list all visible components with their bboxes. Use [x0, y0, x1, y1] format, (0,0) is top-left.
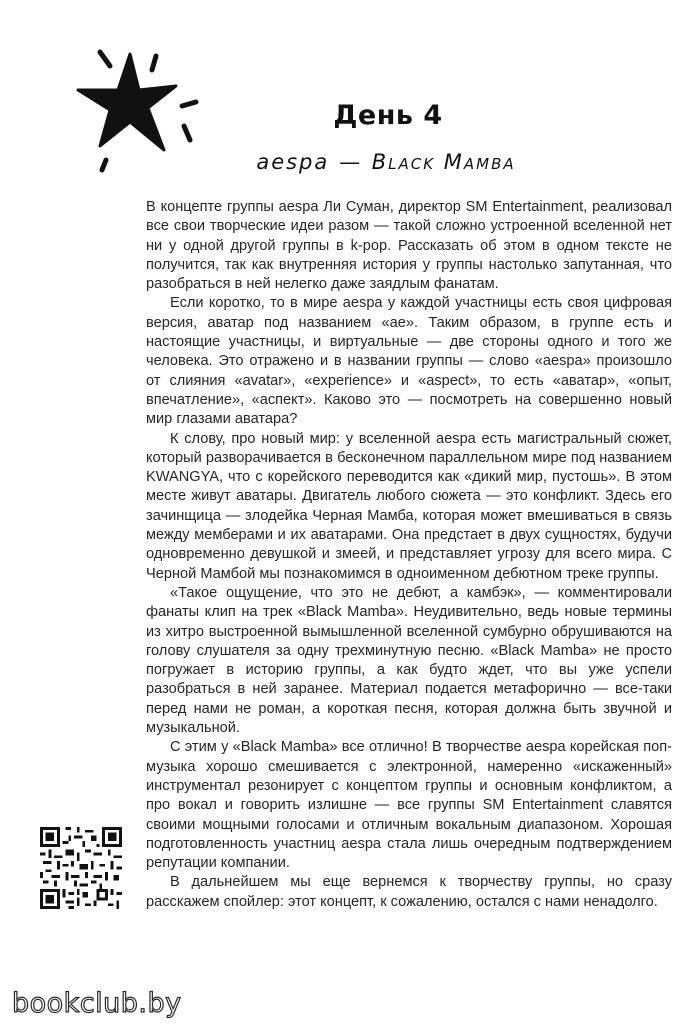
article-body — [146, 198, 672, 912]
paragraph: В дальнейшем мы еще вернемся к творчеству группы, но сразу расскажем спойлер: этот концепт, к сожалению, остался с нами ненадолго. — [146, 874, 672, 910]
watermark: bookclub.by — [12, 988, 182, 1019]
qr-code-icon[interactable] — [40, 827, 122, 909]
paragraph: «Такое ощущение, что это не дебют, а камбэк», — комментировали фанаты клип на трек «Black Mamba». Неудивительно, ведь новые термины из хитро выстроенной вымышленной вселенной сумбурно обрушиваются на голову слушателя за одну трехминутную песню. «Black Mamba» не просто погружает в историю группы, а как будто ждет, что вы уже успели разобраться в ней заранее. Материал подается метафорично — все-таки перед нами не роман, а короткая песня, которая должна быть звучной и музыкальной. — [146, 584, 672, 737]
paragraph: В концепте группы aespa Ли Суман, директор SM Entertainment, реализовал все свои творческие идеи разом — такой сложно устроенной вселенной нет ни у одной другой группы в k-pop. Рассказать об этом в одном тексте не получится, так как внутренняя история у группы настолько запутанная, что разобраться в ней нелегко даже заядлым фанатам. — [146, 199, 672, 293]
day-title: День 4 — [333, 100, 443, 131]
song-heading — [226, 150, 546, 174]
paragraph: К слову, про новый мир: у вселенной aespa есть магистральный сюжет, который разворачивается в бесконечном параллельном мире под названием KWANGYA, что с корейского переводится как «дикий мир, пустошь». В этом месте живут аватары. Двигатель любого сюжета — это конфликт. Здесь его зачинщица — злодейка Черная Мамба, которая может вмешиваться в связь между мемберами и их аватарами. Она предстает в двух сущностях, будучи одновременно девушкой и змеей, и представляет угрозу для всего мира. С Черной Мамбой мы познакомимся в одноименном дебютном треке группы. — [146, 430, 672, 582]
title-dash: — — [339, 150, 362, 174]
artist-name: aespa — [256, 150, 330, 174]
paragraph: Если коротко, то в мире aespa у каждой участницы есть своя цифровая версия, аватар под названием «ae». Таким образом, в группе есть и настоящие участницы, и виртуальные — две стороны одного и того же человека. Это отражено и в названии группы — слово «aespa» произошло от слияния «avatar», «experience» и «aspect», то есть «аватар», «опыт, впечатление», «аспект». Каково это — посмотреть на совершенно новый мир глазами аватара? — [146, 295, 672, 428]
paragraph: С этим у «Black Mamba» все отлично! В творчестве aespa корейская поп-музыка хорошо смешивается с электронной, намеренно «искаженный» инструментал резонирует с концептом группы и основным конфликтом, а про вокал и говорить излишне — все группы SM Entertainment славятся своими мощными голосами и отличным вокальным диапазоном. Хорошая подготовленность участниц aespa стала лишь очередным подтверждением репутации компании. — [146, 739, 672, 872]
song-title: Black Mamba — [371, 150, 516, 174]
